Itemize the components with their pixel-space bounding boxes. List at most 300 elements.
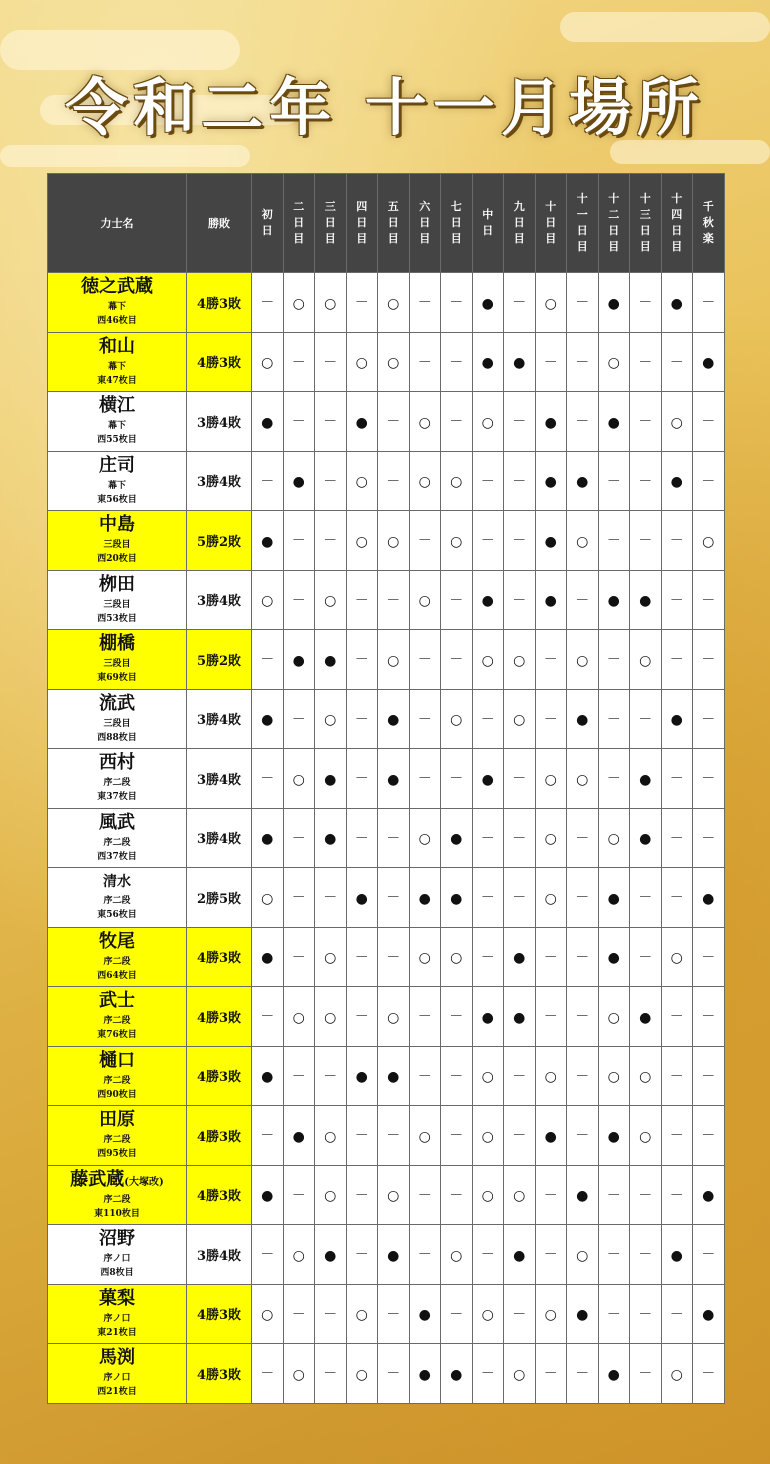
result-mark: － bbox=[575, 1128, 590, 1145]
shikona-text: 清水 bbox=[103, 874, 131, 891]
record-text: 4勝3敗 bbox=[196, 1189, 242, 1205]
result-cell bbox=[535, 689, 567, 749]
result-mark: － bbox=[606, 652, 621, 669]
result-mark: ● bbox=[481, 295, 494, 312]
result-mark: ○ bbox=[450, 712, 463, 729]
result-mark: ○ bbox=[450, 1247, 463, 1264]
result-cell bbox=[252, 927, 284, 987]
result-cell bbox=[441, 570, 473, 630]
result-mark: － bbox=[512, 533, 527, 550]
result-cell bbox=[567, 392, 599, 452]
header-day: 初 日 bbox=[252, 174, 284, 273]
result-mark: ○ bbox=[418, 474, 431, 491]
result-mark: ○ bbox=[544, 771, 557, 788]
result-mark: ○ bbox=[576, 652, 589, 669]
result-mark: ○ bbox=[670, 950, 683, 967]
result-mark: － bbox=[606, 1306, 621, 1323]
result-mark: ○ bbox=[324, 950, 337, 967]
background-cloud bbox=[560, 12, 770, 42]
result-mark: ● bbox=[639, 1009, 652, 1026]
result-cell bbox=[472, 808, 504, 868]
result-mark: ● bbox=[481, 771, 494, 788]
result-mark: － bbox=[417, 295, 432, 312]
result-mark: ● bbox=[292, 1128, 305, 1145]
result-cell bbox=[630, 392, 662, 452]
result-mark: － bbox=[543, 711, 558, 728]
result-mark: ● bbox=[576, 1307, 589, 1324]
result-mark: － bbox=[638, 295, 653, 312]
result-mark: ○ bbox=[292, 1366, 305, 1383]
result-cell bbox=[535, 1344, 567, 1404]
result-mark: ● bbox=[544, 474, 557, 491]
result-cell bbox=[346, 273, 378, 333]
result-cell bbox=[630, 511, 662, 571]
table-row bbox=[48, 570, 725, 630]
result-mark: ○ bbox=[576, 1247, 589, 1264]
record-cell bbox=[187, 511, 252, 571]
result-cell bbox=[315, 1106, 347, 1166]
rikishi-name bbox=[48, 872, 186, 894]
result-cell bbox=[346, 868, 378, 928]
record-cell bbox=[187, 630, 252, 690]
result-cell bbox=[378, 1046, 410, 1106]
result-cell bbox=[504, 630, 536, 690]
result-mark: － bbox=[354, 830, 369, 847]
shikona-text: 和山 bbox=[99, 335, 135, 357]
result-mark: － bbox=[606, 771, 621, 788]
rikishi-name bbox=[48, 752, 186, 776]
result-cell bbox=[535, 1225, 567, 1285]
result-cell bbox=[567, 511, 599, 571]
result-mark: ● bbox=[639, 593, 652, 610]
result-cell bbox=[346, 749, 378, 809]
record-text: 3勝4敗 bbox=[196, 1248, 242, 1264]
result-mark: － bbox=[669, 652, 684, 669]
record-cell bbox=[187, 1165, 252, 1225]
record-cell bbox=[187, 1284, 252, 1344]
result-mark: － bbox=[701, 473, 716, 490]
result-cell bbox=[598, 1165, 630, 1225]
result-cell bbox=[409, 1284, 441, 1344]
result-mark: － bbox=[354, 295, 369, 312]
result-mark: － bbox=[575, 1068, 590, 1085]
result-mark: ○ bbox=[639, 652, 652, 669]
result-mark: － bbox=[606, 533, 621, 550]
result-cell bbox=[378, 749, 410, 809]
result-cell bbox=[252, 987, 284, 1047]
rank-label: 西8枚目 bbox=[100, 1268, 134, 1279]
result-mark: － bbox=[701, 414, 716, 431]
result-cell bbox=[283, 570, 315, 630]
result-cell bbox=[598, 332, 630, 392]
result-cell bbox=[598, 1344, 630, 1404]
rikishi-cell bbox=[48, 987, 187, 1047]
result-cell bbox=[693, 332, 725, 392]
result-cell bbox=[693, 1225, 725, 1285]
result-cell bbox=[598, 570, 630, 630]
result-cell bbox=[630, 1284, 662, 1344]
record-cell bbox=[187, 868, 252, 928]
result-cell bbox=[504, 570, 536, 630]
result-cell bbox=[252, 570, 284, 630]
result-mark: ● bbox=[544, 1128, 557, 1145]
result-mark: － bbox=[291, 890, 306, 907]
result-mark: － bbox=[417, 1009, 432, 1026]
result-cell bbox=[504, 1046, 536, 1106]
result-cell bbox=[661, 451, 693, 511]
result-mark: － bbox=[606, 1247, 621, 1264]
header-day: 十 日 目 bbox=[535, 174, 567, 273]
table-row bbox=[48, 927, 725, 987]
result-mark: ● bbox=[418, 1307, 431, 1324]
result-mark: － bbox=[354, 592, 369, 609]
record-cell bbox=[187, 451, 252, 511]
division-label: 幕下 bbox=[107, 421, 126, 432]
result-cell bbox=[252, 630, 284, 690]
rank-label: 西37枚目 bbox=[97, 851, 137, 862]
result-mark: － bbox=[701, 295, 716, 312]
result-cell bbox=[630, 808, 662, 868]
result-cell bbox=[283, 1344, 315, 1404]
record-cell bbox=[187, 749, 252, 809]
result-cell bbox=[693, 1046, 725, 1106]
record-text: 2勝5敗 bbox=[196, 891, 242, 907]
result-mark: ○ bbox=[292, 295, 305, 312]
result-mark: ○ bbox=[355, 474, 368, 491]
result-cell bbox=[472, 570, 504, 630]
result-cell bbox=[661, 749, 693, 809]
result-cell bbox=[693, 808, 725, 868]
result-cell bbox=[472, 332, 504, 392]
result-cell bbox=[567, 451, 599, 511]
rikishi-name bbox=[48, 336, 186, 360]
result-mark: ○ bbox=[324, 593, 337, 610]
result-mark: ● bbox=[702, 890, 715, 907]
result-mark: － bbox=[354, 949, 369, 966]
result-mark: ○ bbox=[607, 831, 620, 848]
result-mark: － bbox=[386, 414, 401, 431]
result-cell bbox=[315, 1046, 347, 1106]
result-cell bbox=[504, 808, 536, 868]
result-mark: ○ bbox=[261, 593, 274, 610]
result-mark: ○ bbox=[544, 831, 557, 848]
result-cell bbox=[441, 749, 473, 809]
table-row bbox=[48, 987, 725, 1047]
result-cell bbox=[535, 570, 567, 630]
result-cell bbox=[409, 1165, 441, 1225]
rikishi-cell bbox=[48, 927, 187, 987]
division-label: 序二段 bbox=[103, 1194, 131, 1205]
result-mark: ○ bbox=[607, 1009, 620, 1026]
result-mark: ● bbox=[261, 1188, 274, 1205]
result-mark: － bbox=[512, 771, 527, 788]
result-cell bbox=[535, 927, 567, 987]
result-cell bbox=[567, 1284, 599, 1344]
result-cell bbox=[378, 392, 410, 452]
result-mark: － bbox=[543, 1187, 558, 1204]
header-day: 十 一 日 目 bbox=[567, 174, 599, 273]
division-label: 三段目 bbox=[103, 718, 131, 729]
result-cell bbox=[441, 1284, 473, 1344]
result-cell bbox=[378, 630, 410, 690]
header-day: 七 日 目 bbox=[441, 174, 473, 273]
result-cell bbox=[567, 927, 599, 987]
result-mark: ○ bbox=[418, 593, 431, 610]
record-text: 4勝3敗 bbox=[196, 1367, 242, 1383]
result-mark: ○ bbox=[387, 533, 400, 550]
result-mark: － bbox=[638, 533, 653, 550]
result-mark: ○ bbox=[481, 1188, 494, 1205]
result-cell bbox=[567, 1106, 599, 1166]
result-mark: － bbox=[449, 295, 464, 312]
result-cell bbox=[630, 987, 662, 1047]
result-cell bbox=[567, 1046, 599, 1106]
result-cell bbox=[283, 1284, 315, 1344]
result-cell bbox=[346, 630, 378, 690]
result-mark: － bbox=[512, 1306, 527, 1323]
result-cell bbox=[283, 1225, 315, 1285]
result-mark: ● bbox=[261, 1069, 274, 1086]
shikona-text: 武士 bbox=[99, 990, 135, 1012]
rikishi-name bbox=[48, 455, 186, 479]
result-cell bbox=[346, 1046, 378, 1106]
result-cell bbox=[535, 987, 567, 1047]
result-mark: ○ bbox=[387, 1188, 400, 1205]
rank-label: 東76枚目 bbox=[97, 1030, 137, 1041]
result-mark: － bbox=[323, 533, 338, 550]
result-mark: － bbox=[449, 1009, 464, 1026]
result-mark: － bbox=[480, 949, 495, 966]
result-cell bbox=[598, 451, 630, 511]
rikishi-name bbox=[48, 1288, 186, 1312]
result-mark: ● bbox=[576, 712, 589, 729]
result-cell bbox=[598, 1284, 630, 1344]
result-mark: － bbox=[417, 354, 432, 371]
result-cell bbox=[661, 868, 693, 928]
result-mark: ○ bbox=[324, 295, 337, 312]
rikishi-name bbox=[48, 1347, 186, 1371]
result-cell bbox=[504, 451, 536, 511]
result-mark: － bbox=[638, 949, 653, 966]
division-label: 序二段 bbox=[103, 956, 131, 967]
result-mark: － bbox=[417, 533, 432, 550]
result-mark: ● bbox=[607, 950, 620, 967]
record-cell bbox=[187, 689, 252, 749]
result-cell bbox=[441, 451, 473, 511]
result-cell bbox=[598, 1106, 630, 1166]
result-cell bbox=[472, 392, 504, 452]
result-cell bbox=[693, 273, 725, 333]
result-cell bbox=[472, 689, 504, 749]
result-mark: － bbox=[701, 711, 716, 728]
rank-label: 東56枚目 bbox=[97, 494, 137, 505]
result-cell bbox=[504, 689, 536, 749]
result-cell bbox=[535, 1284, 567, 1344]
result-cell bbox=[598, 927, 630, 987]
rikishi-cell bbox=[48, 392, 187, 452]
result-mark: ● bbox=[387, 771, 400, 788]
division-label: 幕下 bbox=[107, 361, 126, 372]
rikishi-cell bbox=[48, 332, 187, 392]
rank-label: 東21枚目 bbox=[97, 1327, 137, 1338]
result-cell bbox=[378, 1225, 410, 1285]
result-mark: ○ bbox=[324, 712, 337, 729]
result-cell bbox=[693, 1284, 725, 1344]
result-cell bbox=[535, 630, 567, 690]
result-cell bbox=[567, 749, 599, 809]
result-mark: ○ bbox=[387, 1009, 400, 1026]
result-cell bbox=[252, 1344, 284, 1404]
result-mark: － bbox=[606, 473, 621, 490]
result-cell bbox=[283, 1106, 315, 1166]
result-mark: － bbox=[480, 533, 495, 550]
header-day: 四 日 目 bbox=[346, 174, 378, 273]
result-mark: ● bbox=[450, 1366, 463, 1383]
result-mark: － bbox=[386, 830, 401, 847]
shikona-text: 棚橋 bbox=[99, 633, 135, 655]
result-cell bbox=[252, 808, 284, 868]
result-cell bbox=[661, 1165, 693, 1225]
division-label: 序二段 bbox=[103, 1075, 131, 1086]
result-cell bbox=[630, 927, 662, 987]
rikishi-name bbox=[48, 1169, 186, 1193]
result-cell bbox=[472, 927, 504, 987]
result-mark: ○ bbox=[355, 1366, 368, 1383]
rikishi-name bbox=[48, 1109, 186, 1133]
result-mark: － bbox=[260, 1009, 275, 1026]
rikishi-name bbox=[48, 693, 186, 717]
result-cell bbox=[315, 570, 347, 630]
record-text: 5勝2敗 bbox=[196, 653, 242, 669]
result-mark: ● bbox=[607, 414, 620, 431]
result-cell bbox=[693, 987, 725, 1047]
division-label: 序二段 bbox=[103, 837, 131, 848]
result-mark: ● bbox=[355, 414, 368, 431]
result-mark: ● bbox=[513, 950, 526, 967]
result-cell bbox=[598, 689, 630, 749]
result-mark: ○ bbox=[418, 831, 431, 848]
result-mark: ○ bbox=[481, 652, 494, 669]
result-mark: － bbox=[543, 1247, 558, 1264]
result-mark: ○ bbox=[418, 1128, 431, 1145]
result-mark: － bbox=[260, 1366, 275, 1383]
result-cell bbox=[630, 1106, 662, 1166]
result-cell bbox=[283, 927, 315, 987]
result-cell bbox=[504, 749, 536, 809]
result-cell bbox=[378, 1165, 410, 1225]
header-day: 十 三 日 目 bbox=[630, 174, 662, 273]
header-day: 千 秋 楽 bbox=[693, 174, 725, 273]
result-mark: － bbox=[291, 533, 306, 550]
result-cell bbox=[283, 392, 315, 452]
result-cell bbox=[693, 927, 725, 987]
result-cell bbox=[346, 570, 378, 630]
result-cell bbox=[378, 332, 410, 392]
result-cell bbox=[598, 1225, 630, 1285]
shikona-text: 西村 bbox=[99, 752, 135, 774]
table-row bbox=[48, 808, 725, 868]
result-cell bbox=[630, 1225, 662, 1285]
result-mark: － bbox=[701, 1128, 716, 1145]
result-mark: － bbox=[417, 1247, 432, 1264]
result-cell bbox=[661, 570, 693, 630]
result-mark: － bbox=[354, 1187, 369, 1204]
result-cell bbox=[504, 1225, 536, 1285]
result-cell bbox=[598, 749, 630, 809]
result-mark: ● bbox=[639, 831, 652, 848]
record-cell bbox=[187, 927, 252, 987]
result-cell bbox=[504, 511, 536, 571]
result-cell bbox=[315, 332, 347, 392]
division-label: 序二段 bbox=[103, 1016, 131, 1027]
record-cell bbox=[187, 1344, 252, 1404]
result-mark: － bbox=[638, 1306, 653, 1323]
result-cell bbox=[661, 630, 693, 690]
header-day: 三 日 目 bbox=[315, 174, 347, 273]
result-cell bbox=[598, 392, 630, 452]
result-mark: ○ bbox=[387, 355, 400, 372]
result-mark: － bbox=[575, 592, 590, 609]
result-cell bbox=[630, 1165, 662, 1225]
result-mark: － bbox=[386, 949, 401, 966]
result-cell bbox=[535, 451, 567, 511]
rikishi-cell bbox=[48, 1344, 187, 1404]
result-cell bbox=[378, 570, 410, 630]
result-mark: － bbox=[386, 890, 401, 907]
result-mark: ● bbox=[261, 950, 274, 967]
result-mark: ○ bbox=[481, 1307, 494, 1324]
header-name: 力士名 bbox=[48, 174, 187, 273]
result-mark: － bbox=[575, 414, 590, 431]
result-mark: － bbox=[323, 1068, 338, 1085]
result-mark: ● bbox=[355, 1069, 368, 1086]
result-mark: － bbox=[701, 1247, 716, 1264]
result-mark: － bbox=[417, 711, 432, 728]
result-cell bbox=[378, 987, 410, 1047]
shikona-text: 馬渕 bbox=[99, 1347, 135, 1369]
result-cell bbox=[378, 451, 410, 511]
result-cell bbox=[472, 1046, 504, 1106]
result-cell bbox=[378, 1106, 410, 1166]
result-mark: ● bbox=[702, 1307, 715, 1324]
table-row bbox=[48, 332, 725, 392]
result-cell bbox=[252, 451, 284, 511]
result-cell bbox=[630, 451, 662, 511]
result-mark: ● bbox=[387, 712, 400, 729]
result-cell bbox=[661, 927, 693, 987]
result-cell bbox=[472, 451, 504, 511]
shikona-text: 横江 bbox=[99, 395, 135, 417]
table-row bbox=[48, 451, 725, 511]
record-text: 4勝3敗 bbox=[196, 1070, 242, 1086]
rikishi-cell bbox=[48, 1225, 187, 1285]
result-cell bbox=[252, 749, 284, 809]
result-cell bbox=[661, 1284, 693, 1344]
record-text: 3勝4敗 bbox=[196, 415, 242, 431]
result-mark: － bbox=[323, 414, 338, 431]
table-row bbox=[48, 511, 725, 571]
result-mark: － bbox=[669, 592, 684, 609]
result-mark: ○ bbox=[292, 1247, 305, 1264]
rank-label: 西95枚目 bbox=[97, 1149, 137, 1160]
record-text: 5勝2敗 bbox=[196, 534, 242, 550]
result-mark: － bbox=[480, 1366, 495, 1383]
result-cell bbox=[472, 1165, 504, 1225]
result-cell bbox=[283, 749, 315, 809]
result-mark: ● bbox=[324, 652, 337, 669]
result-mark: － bbox=[512, 592, 527, 609]
result-cell bbox=[378, 868, 410, 928]
